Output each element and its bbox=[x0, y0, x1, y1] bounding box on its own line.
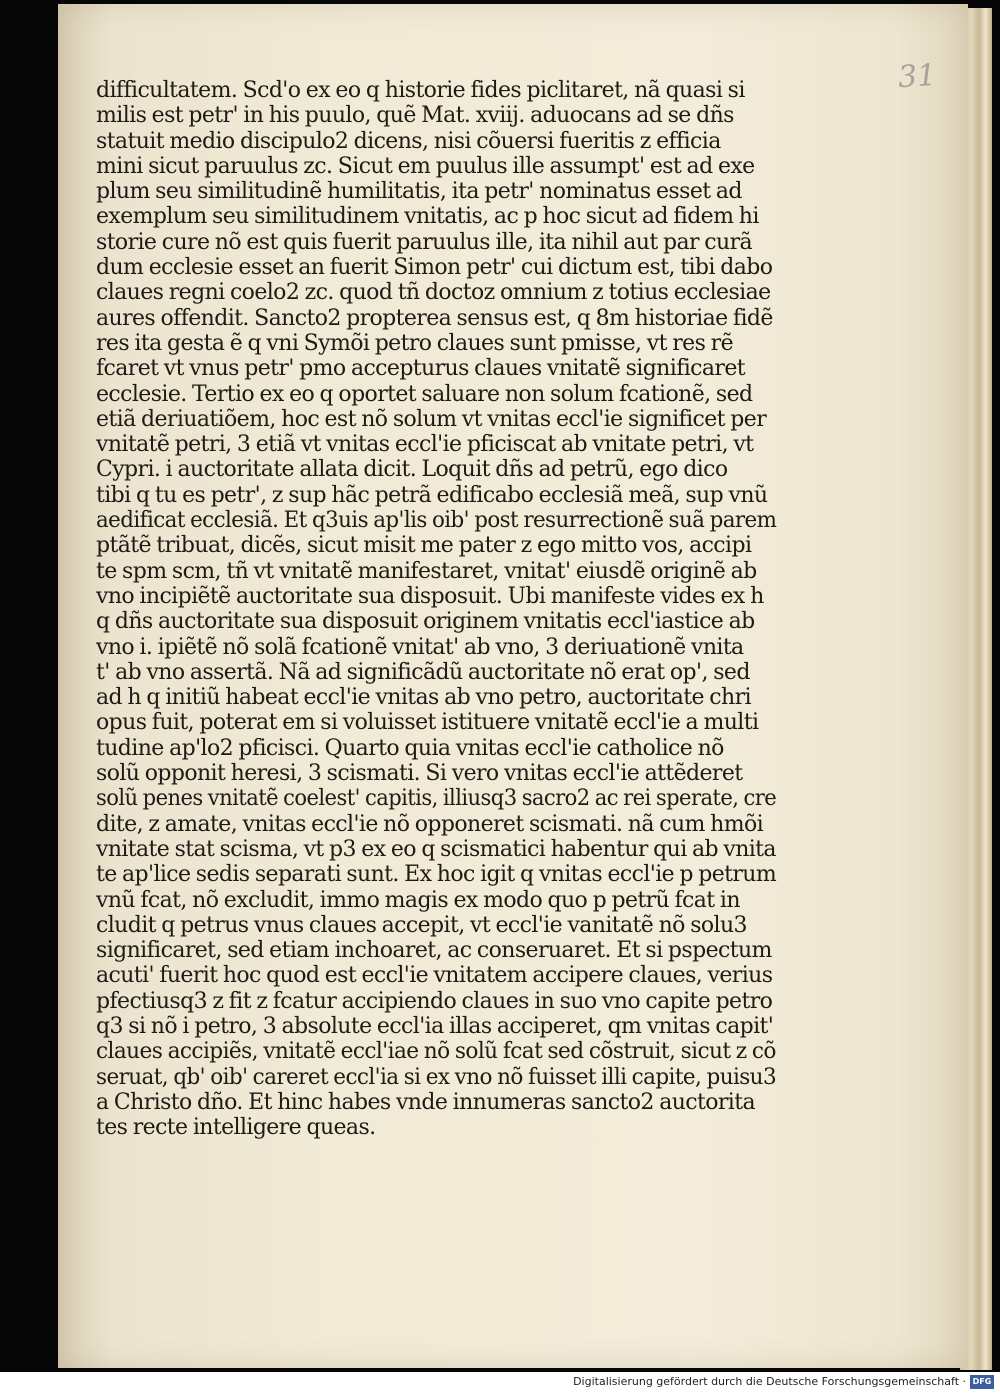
text-line: mini sicut paruulus zc. Sicut em puulus ille assumpt' est ad exe bbox=[96, 153, 755, 179]
text-line: tudine ap'lo2 pficisci. Quarto quia vnitas eccl'ie catholice nõ bbox=[96, 735, 724, 761]
text-line: exemplum seu similitudinem vnitatis, ac p hoc sicut ad fidem hi bbox=[96, 204, 759, 230]
text-line: etiã deriuatiõem, hoc est nõ solum vt vnitas eccl'ie significet per bbox=[96, 406, 767, 432]
text-line: q dñs auctoritate sua disposuit originem vnitatis eccl'iastice ab bbox=[96, 609, 755, 635]
text-line: aedificat ecclesiã. Et q3uis ap'lis oib' post resurrectionẽ suã parem bbox=[96, 508, 777, 534]
text-line: ptãtẽ tribuat, dicẽs, sicut misit me pater z ego mitto vos, accipi bbox=[96, 533, 752, 559]
text-line: claues regni coelo2 zc. quod tñ doctoz omnium z totius ecclesiae bbox=[96, 280, 771, 306]
text-line: ad h q initiũ habeat eccl'ie vnitas ab vno petro, auctoritate chri bbox=[96, 685, 751, 711]
footer-bar bbox=[0, 1372, 1000, 1393]
text-line: solũ opponit heresi, 3 scismati. Si vero vnitas eccl'ie attẽderet bbox=[96, 761, 743, 787]
text-line: dum ecclesie esset an fuerit Simon petr' cui dictum est, tibi dabo bbox=[96, 255, 773, 281]
text-line: t' ab vno assertã. Nã ad significãdũ auctoritate nõ erat op', sed bbox=[96, 659, 750, 685]
text-line: Cypri. i auctoritate allata dicit. Loquit dñs ad petrũ, ego dico bbox=[96, 457, 728, 483]
text-line: te spm scm, tñ vt vnitatẽ manifestaret, vnitat' eiusdẽ originẽ ab bbox=[96, 558, 757, 584]
text-line: claues accipiẽs, vnitatẽ eccl'iae nõ solũ fcat sed cõstruit, sicut z cõ bbox=[96, 1039, 776, 1065]
text-line: seruat, qb' oib' careret eccl'ia si ex vno nõ fuisset illi capite, puisu3 bbox=[96, 1064, 777, 1090]
text-line: a Christo dño. Et hinc habes vnde innumeras sancto2 auctorita bbox=[96, 1089, 755, 1115]
text-line: vno incipiẽtẽ auctoritate sua disposuit. Ubi manifeste vides ex h bbox=[96, 583, 764, 609]
text-line: te ap'lice sedis separati sunt. Ex hoc igit q vnitas eccl'ie p petrum bbox=[96, 862, 777, 888]
text-line: cludit q petrus vnus claues accepit, vt eccl'ie vanitatẽ nõ solu3 bbox=[96, 912, 747, 938]
folio-number: 31 bbox=[896, 57, 938, 96]
text-line: solũ penes vnitatẽ coelest' capitis, illiusq3 sacro2 ac rei sperate, cre bbox=[96, 786, 777, 812]
text-line: dite, z amate, vnitas eccl'ie nõ opponeret scismati. nã cum hmõi bbox=[96, 811, 764, 837]
text-block bbox=[96, 78, 776, 1140]
text-line: plum seu similitudinẽ humilitatis, ita petr' nominatus esset ad bbox=[96, 179, 742, 205]
text-line: vnitatẽ petri, 3 etiã vt vnitas eccl'ie pficiscat ab vnitate petri, vt bbox=[96, 432, 754, 458]
text-line: opus fuit, poterat em si voluisset istituere vnitatẽ eccl'ie a multi bbox=[96, 710, 759, 736]
text-line: vnũ fcat, nõ excludit, immo magis ex modo quo p petrũ fcat in bbox=[96, 887, 740, 913]
text-line: tibi q tu es petr', z sup hãc petrã edificabo ecclesiã meã, sup vnũ bbox=[96, 482, 768, 508]
text-line: aures offendit. Sancto2 propterea sensus est, q 8m historiae fidẽ bbox=[96, 305, 773, 331]
text-line: storie cure nõ est quis fuerit paruulus ille, ita nihil aut par curã bbox=[96, 229, 753, 255]
text-line: significaret, sed etiam inchoaret, ac conseruaret. Et si pspectum bbox=[96, 938, 772, 964]
text-line: vnitate stat scisma, vt p3 ex eo q scismatici habentur qui ab vnita bbox=[96, 836, 776, 862]
text-line: milis est petr' in his puulo, quẽ Mat. xviij. aduocans ad se dñs bbox=[96, 103, 734, 129]
digitization-credit: Digitalisierung gefördert durch die Deutsche Forschungsgemeinschaft · bbox=[573, 1375, 966, 1388]
text-line: statuit medio discipulo2 dicens, nisi cõuersi fueritis z efficia bbox=[96, 128, 721, 154]
text-line: fcaret vt vnus petr' pmo accepturus claues vnitatẽ significaret bbox=[96, 356, 745, 382]
dfg-logo: DFG bbox=[970, 1375, 994, 1389]
text-line: q3 si nõ i petro, 3 absolute eccl'ia illas acciperet, qm vnitas capit' bbox=[96, 1013, 774, 1039]
text-line: res ita gesta ẽ q vni Symõi petro claues sunt pmisse, vt res rẽ bbox=[96, 330, 733, 356]
text-line: ecclesie. Tertio ex eo q oportet saluare non solum fcationẽ, sed bbox=[96, 381, 753, 407]
text-line: difficultatem. Scd'o ex eo q historie fides piclitaret, nã quasi si bbox=[96, 78, 745, 103]
text-line: tes recte intelligere queas. bbox=[96, 1115, 376, 1141]
text-line: vno i. ipiẽtẽ nõ solã fcationẽ vnitat' ab vno, 3 deriuationẽ vnita bbox=[96, 634, 744, 660]
text-line: acuti' fuerit hoc quod est eccl'ie vnitatem accipere claues, verius bbox=[96, 963, 773, 989]
text-line: pfectiusq3 z fit z fcatur accipiendo claues in suo vno capite petro bbox=[96, 988, 773, 1014]
